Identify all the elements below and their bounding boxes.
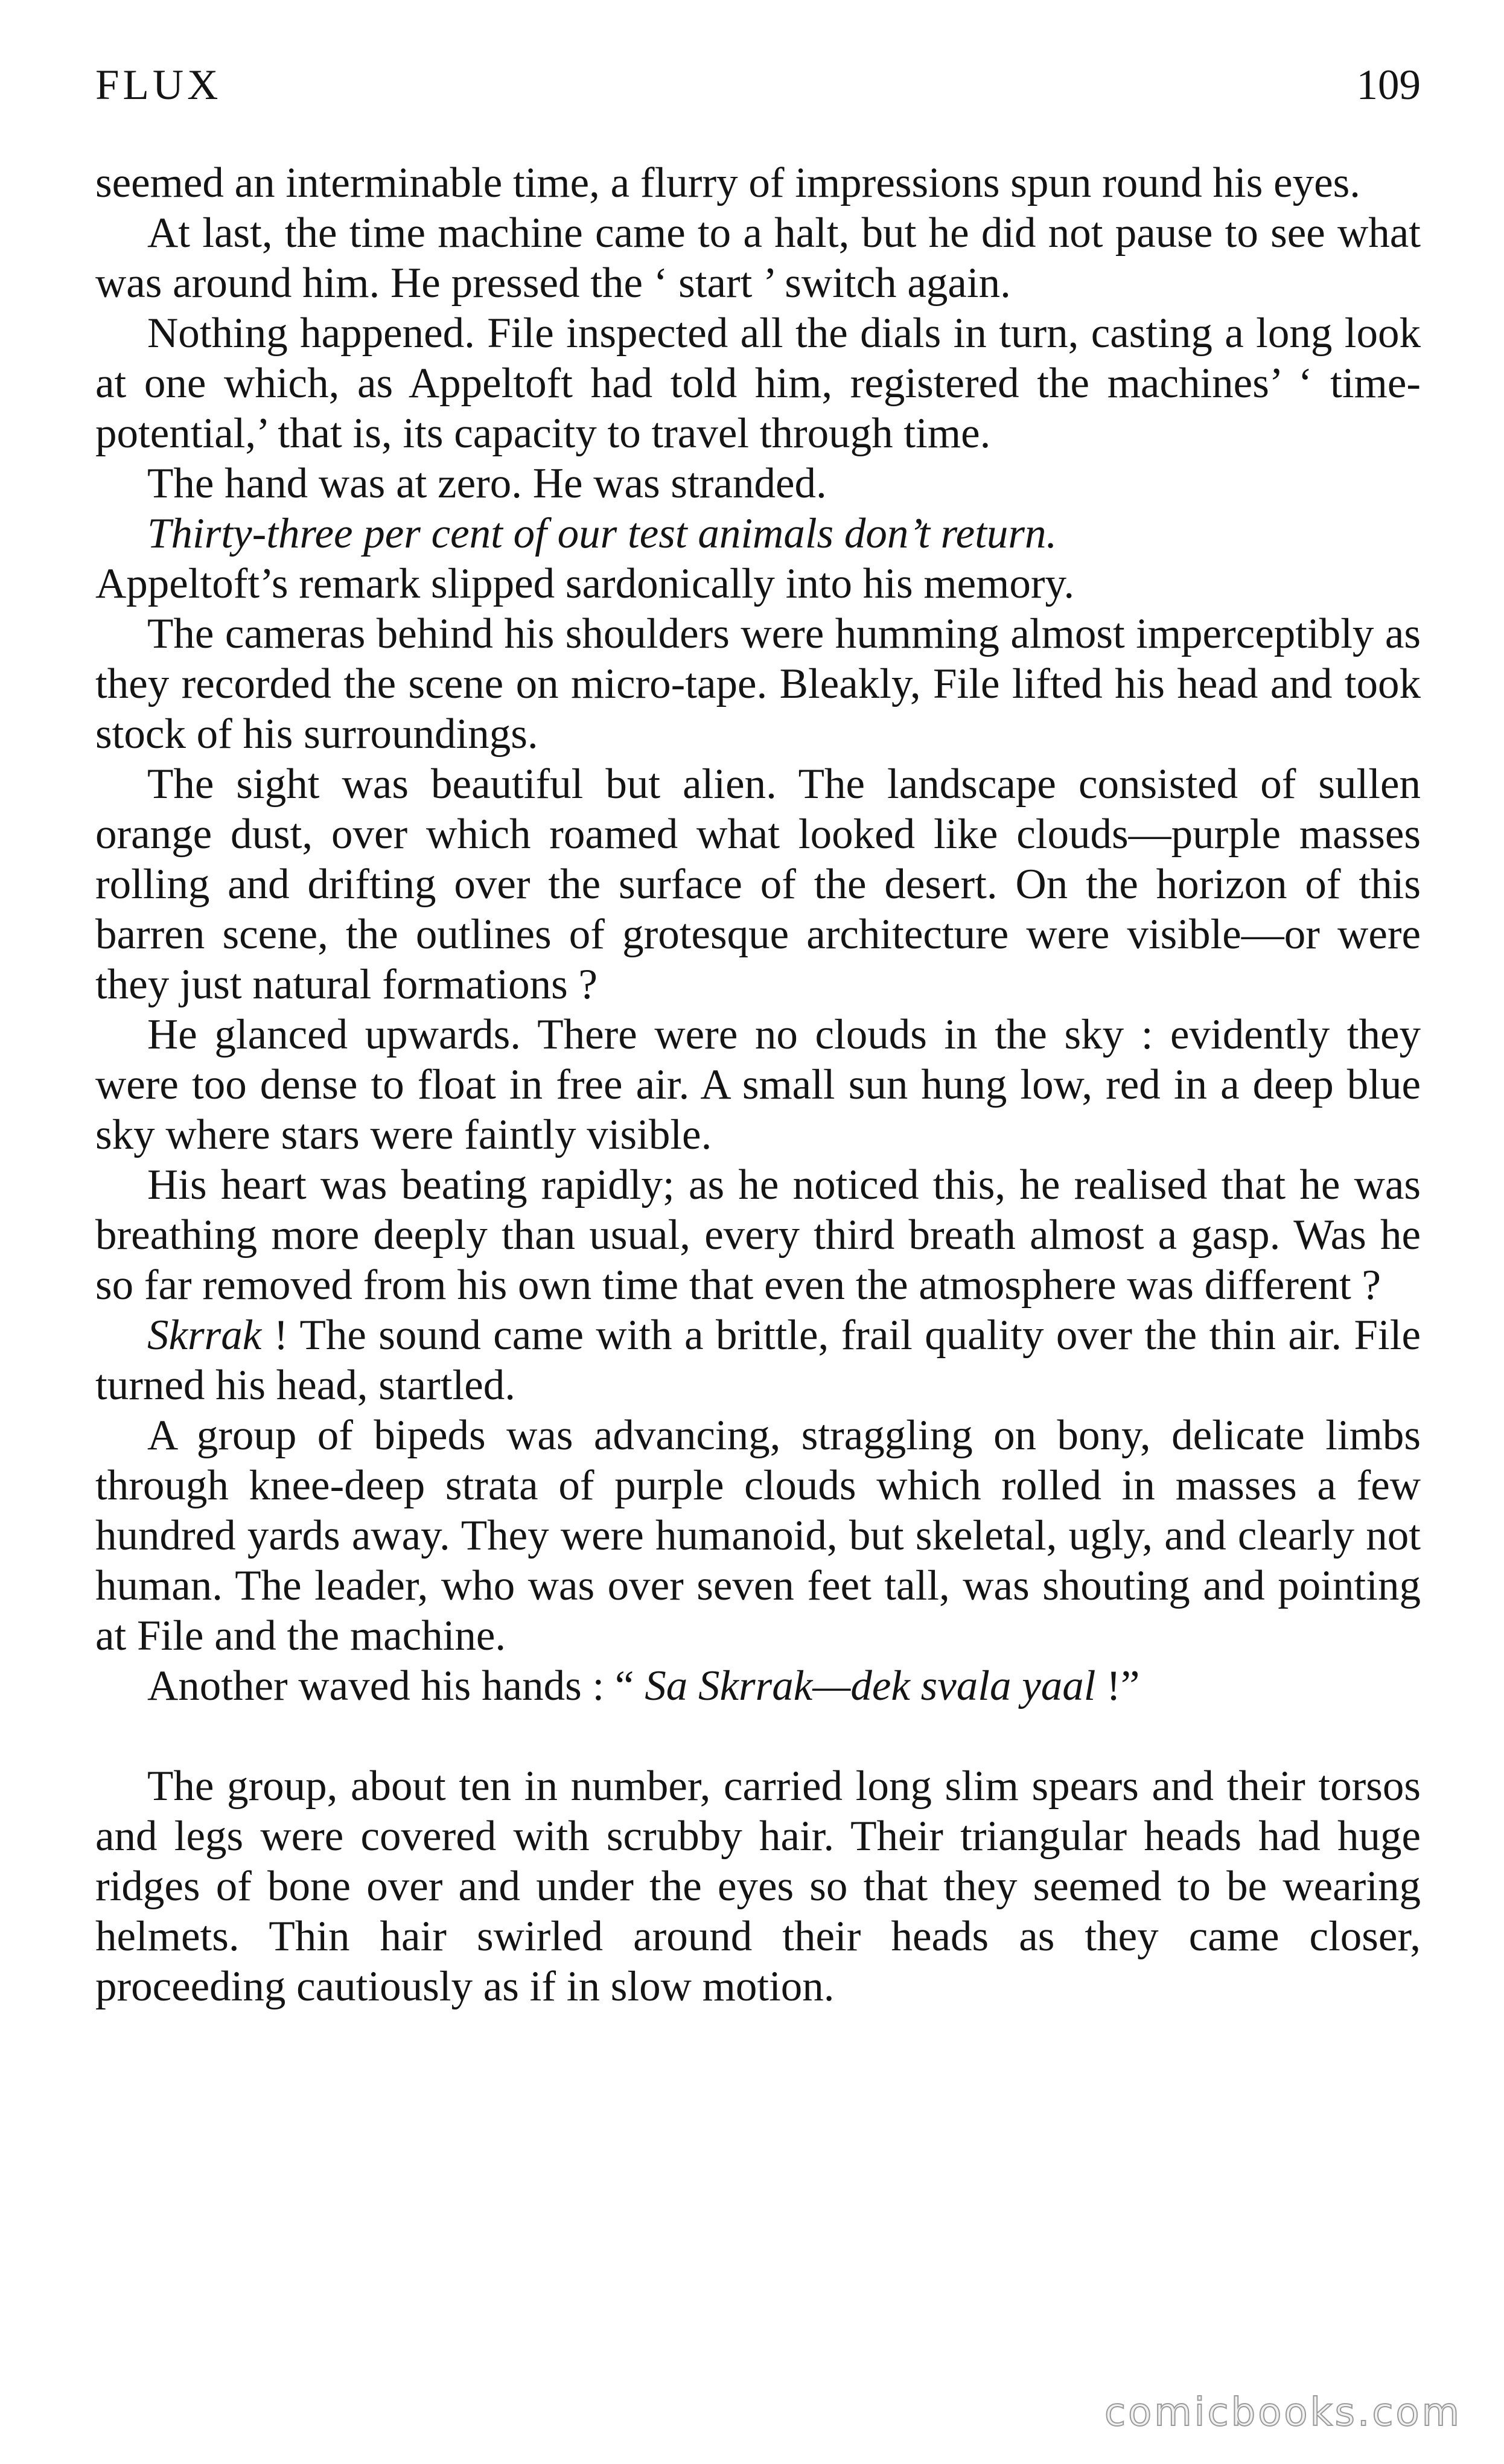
paragraph: [95, 1310, 1421, 1411]
paragraph: A group of bipeds was advancing, straggling on bony, delicate limbs through knee-deep strata of purple clouds which rolled in masses a few hundred yards away. They were humanoid, but skeletal, ugly, and clearly not human. The leader, who was over seven feet tall, was shouting and pointing at File and the machine.: [95, 1412, 1421, 1659]
italic-quote: Thirty-three per cent of our test animals don’t return.: [147, 510, 1057, 557]
paragraph: seemed an interminable time, a flurry of impressions spun round his eyes.: [95, 159, 1360, 206]
watermark: comicbooks.com: [1104, 2390, 1462, 2435]
running-head: [95, 58, 1421, 112]
paragraph-text: Another waved his hands : “: [147, 1662, 645, 1709]
section-gap: [95, 1711, 1421, 1761]
paragraph: The hand was at zero. He was stranded.: [147, 460, 827, 507]
paragraph: [95, 509, 1421, 609]
italic-sound: Skrrak: [147, 1312, 262, 1359]
italic-speech: Sa Skrrak—dek svala yaal: [645, 1662, 1096, 1709]
paragraph: The sight was beautiful but alien. The landscape consisted of sullen orange dust, over which roamed what looked like clouds—purple masses rolling and drifting over the surface of the desert. On the horizon of this barren scene, the outlines of grotesque architecture were visible—or were they just natural formations ?: [95, 761, 1421, 1008]
paragraph-text: Appeltoft’s remark slipped sardonically into his memory.: [95, 560, 1075, 607]
paragraph: The cameras behind his shoulders were humming almost imperceptibly as they recorded the scene on micro-tape. Bleakly, File lifted his head and took stock of his surroundings.: [95, 610, 1421, 758]
running-title: FLUX: [95, 62, 222, 109]
paragraph: [95, 1661, 1421, 1711]
page-number: 109: [1356, 62, 1421, 109]
body-text: [95, 158, 1421, 2012]
paragraph: He glanced upwards. There were no clouds in the sky : evidently they were too dense to float in free air. A small sun hung low, red in a deep blue sky where stars were faintly visible.: [95, 1011, 1421, 1158]
paragraph: The group, about ten in number, carried long slim spears and their torsos and legs were covered with scrubby hair. Their triangular heads had huge ridges of bone over and under the eyes so that they seemed to be wearing helmets. Thin hair swirled around their heads as they came closer, proceeding cautiously as if in slow motion.: [95, 1763, 1421, 2010]
paragraph: Nothing happened. File inspected all the dials in turn, casting a long look at one which, as Appeltoft had told him, registered the machines’ ‘ time-potential,’ that is, its capacity to travel through time.: [95, 310, 1421, 457]
paragraph-text: ! The sound came with a brittle, frail quality over the thin air. File turned his head, startled.: [95, 1312, 1421, 1409]
paragraph: His heart was beating rapidly; as he noticed this, he realised that he was breathing more deeply than usual, every third breath almost a gasp. Was he so far removed from his own time that even the atmosphere was different ?: [95, 1161, 1421, 1309]
paragraph-text: !”: [1095, 1662, 1140, 1709]
paragraph: At last, the time machine came to a halt, but he did not pause to see what was around him. He pressed the ‘ start ’ switch again.: [95, 209, 1421, 307]
